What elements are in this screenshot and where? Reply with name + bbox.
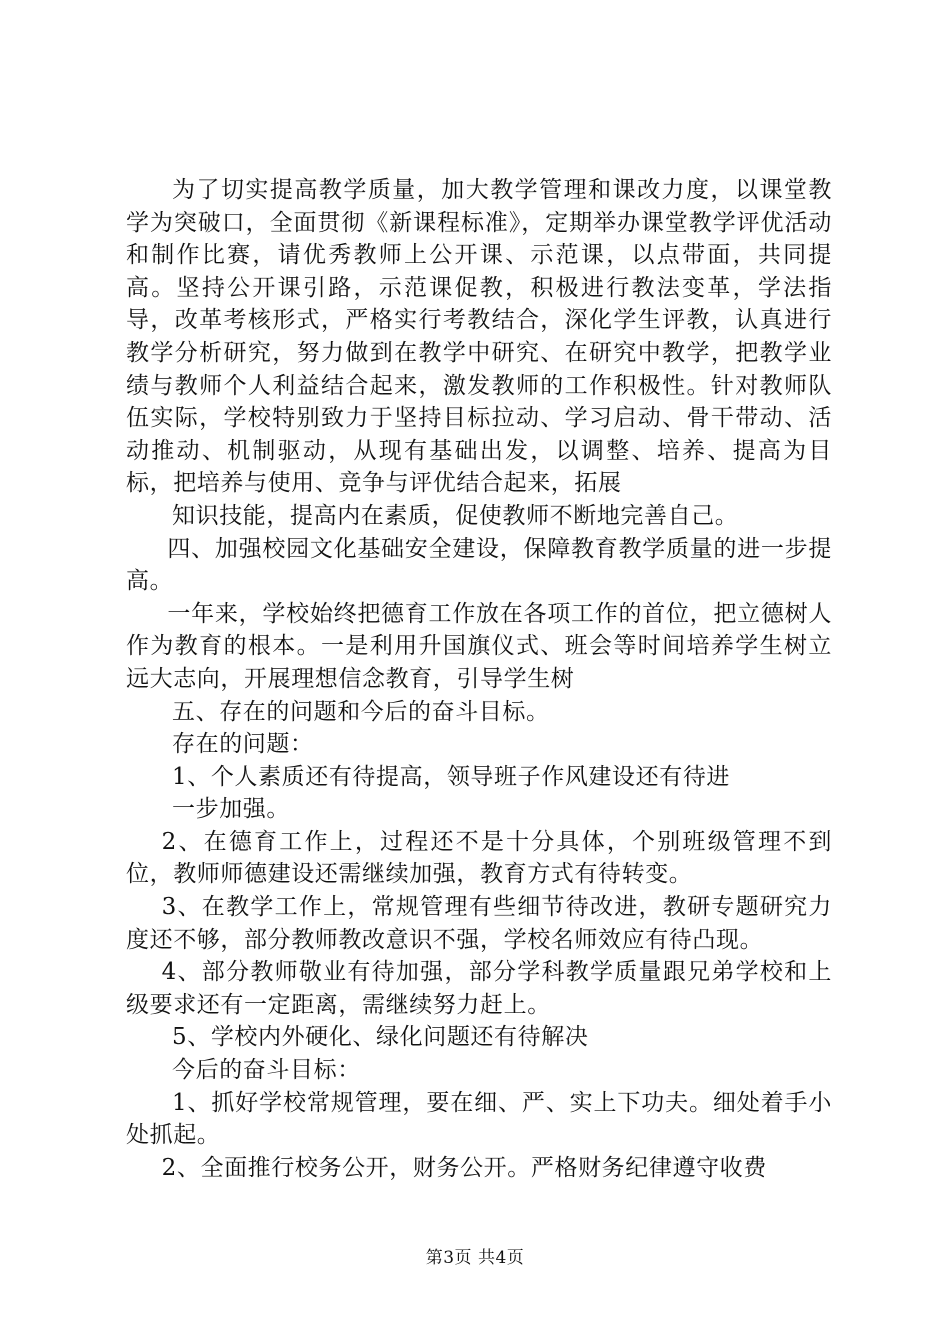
subheading-goals: 今后的奋斗目标：: [172, 1057, 361, 1084]
section-heading-problems-goals: 五、存在的问题和今后的奋斗目标。: [172, 698, 550, 725]
page-number-footer: 第3页 共4页: [425, 1248, 525, 1268]
document-body: [126, 174, 832, 1184]
list-item-goal-1: 1、抓好学校常规管理，要在细、严、实上下功夫。细处着手小处抓起。: [126, 1089, 832, 1149]
paragraph-teaching-quality: 为了切实提高教学质量，加大教学管理和课改力度，以课堂教学为突破口，全面贯彻《新课程标准》，定期举办课堂教学评优活动和制作比赛，请优秀教师上公开课、示范课，以点带面，共同提高。坚持公开课引路，示范课促教，积极进行教法变革，学法指导，改革考核形式，严格实行考教结合，深化学生评教，认真进行教学分析研究，努力做到在教学中研究、在研究中教学，把教学业绩与教师个人利益结合起来，激发教师的工作积极性。针对教师队伍实际，学校特别致力于坚持目标拉动、学习启动、骨干带动、活动推动、机制驱动，从现有基础出发，以调整、培养、提高为目标，把培养与使用、竞争与评优结合起来，拓展: [126, 177, 832, 497]
list-item-problem-2: 2、在德育工作上，过程还不是十分具体，个别班级管理不到位，教师师德建设还需继续加强，教育方式有待转变。: [126, 828, 832, 888]
list-item-problem-3: 3、在教学工作上，常规管理有些细节待改进，教研专题研究力度还不够，部分教师教改意识不强，学校名师效应有待凸现。: [126, 894, 832, 953]
section-heading-campus-culture: 四、加强校园文化基础安全建设，保障教育教学质量的进一步提高。: [126, 535, 832, 595]
list-item-problem-5: 5、学校内外硬化、绿化问题还有待解决: [172, 1024, 589, 1051]
list-item-goal-2: 2、全面推行校务公开，财务公开。严格财务纪律遵守收费: [161, 1154, 767, 1181]
list-item-problem-1: 1、个人素质还有待提高，领导班子作风建设还有待进: [172, 763, 731, 790]
paragraph-moral-education: 一年来，学校始终把德育工作放在各项工作的首位，把立德树人作为教育的根本。一是利用升国旗仪式、班会等时间培养学生树立远大志向，开展理想信念教育，引导学生树: [126, 600, 832, 692]
paragraph-knowledge-skills: 知识技能，提高内在素质，促使教师不断地完善自己。: [172, 502, 739, 529]
list-item-problem-4: 4、部分教师敬业有待加强，部分学科教学质量跟兄弟学校和上级要求还有一定距离，需继续努力赶上。: [126, 959, 832, 1018]
subheading-problems: 存在的问题：: [172, 731, 314, 758]
list-item-problem-1-continued: 一步加强。: [172, 796, 290, 823]
